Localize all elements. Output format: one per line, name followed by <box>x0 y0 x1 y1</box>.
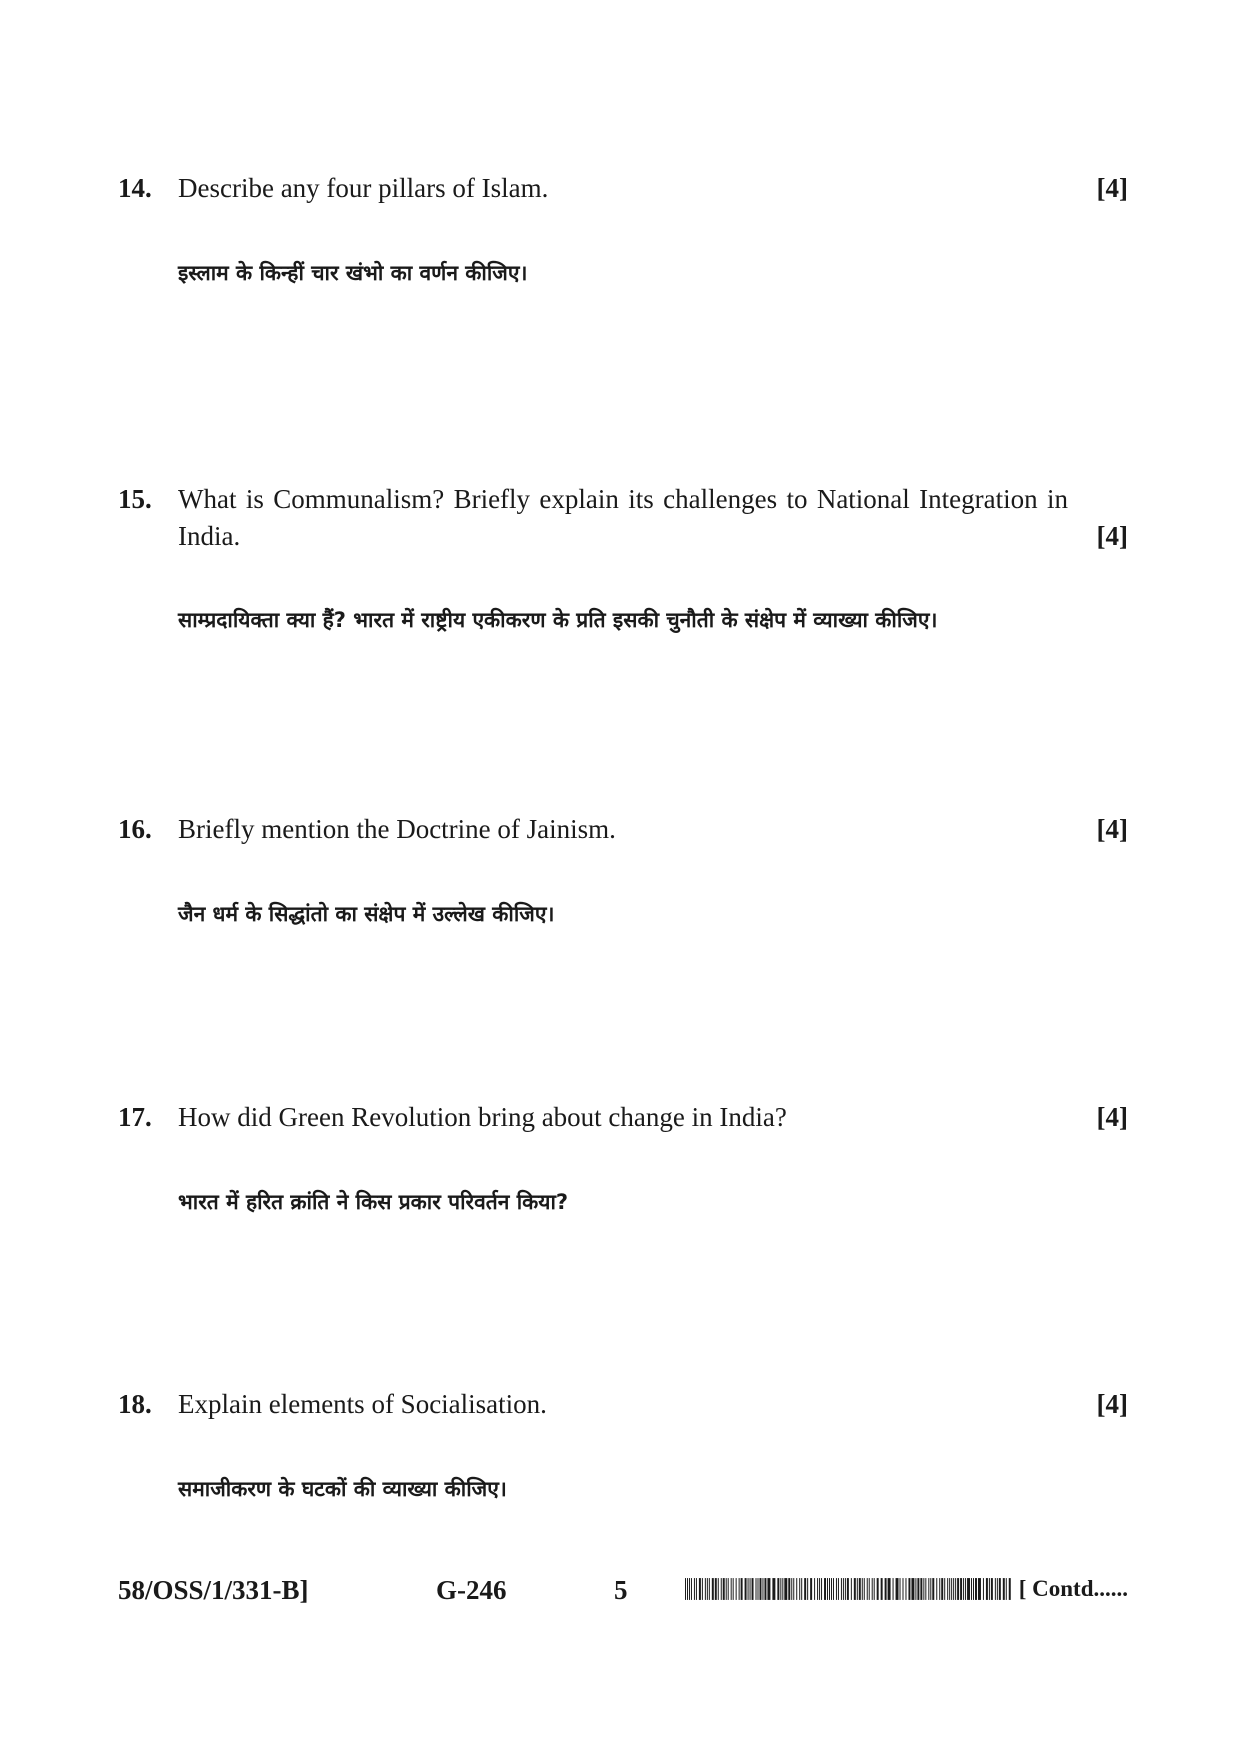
question-18 <box>118 1386 1128 1501</box>
question-hindi-text: जैन धर्म के सिद्धांतो का संक्षेप में उल्लेख कीजिए। <box>178 902 555 926</box>
question-marks: [4] <box>1096 1389 1128 1419</box>
question-hindi-text: साम्प्रदायिक्ता क्या हैं? भारत में राष्ट्रीय एकीकरण के प्रति इसकी चुनौती के संक्षेप में व्याख्या कीजिए। <box>178 608 938 632</box>
question-text: Briefly mention the Doctrine of Jainism. <box>178 814 616 844</box>
question-number: 14. <box>118 173 152 203</box>
question-15 <box>118 481 1128 632</box>
question-15-line <box>118 481 1128 555</box>
question-hindi-text: इस्लाम के किन्हीं चार खंभो का वर्णन कीजिए। <box>178 261 528 285</box>
question-14-line <box>118 170 1128 207</box>
question-18-line <box>118 1386 1128 1423</box>
question-marks: [4] <box>1096 1102 1128 1132</box>
question-number: 18. <box>118 1389 152 1419</box>
set-code: G-246 <box>436 1575 507 1605</box>
paper-code: 58/OSS/1/331-B] <box>118 1575 309 1605</box>
question-16-line <box>118 811 1128 848</box>
question-number: 17. <box>118 1102 152 1132</box>
question-text: How did Green Revolution bring about change in India? <box>178 1102 787 1132</box>
question-number: 16. <box>118 814 152 844</box>
question-marks: [4] <box>1096 521 1128 551</box>
question-text: What is Communalism? Briefly explain its challenges to National Integration in India. <box>178 484 1068 551</box>
page-footer <box>118 1570 1128 1610</box>
question-17-line <box>118 1099 1128 1136</box>
question-marks: [4] <box>1096 814 1128 844</box>
question-17 <box>118 1099 1128 1214</box>
question-hindi-text: भारत में हरित क्रांति ने किस प्रकार परिवर्तन किया? <box>178 1190 569 1214</box>
question-marks: [4] <box>1096 173 1128 203</box>
question-text: Explain elements of Socialisation. <box>178 1389 547 1419</box>
question-number: 15. <box>118 484 152 514</box>
page-number: 5 <box>614 1575 628 1605</box>
continued-label: [ Contd...... <box>1018 1576 1128 1601</box>
question-16 <box>118 811 1128 926</box>
question-14 <box>118 170 1128 285</box>
question-text: Describe any four pillars of Islam. <box>178 173 549 203</box>
question-hindi-text: समाजीकरण के घटकों की व्याख्या कीजिए। <box>178 1477 507 1501</box>
barcode-icon <box>685 1578 1013 1600</box>
barcode <box>685 1578 1128 1600</box>
